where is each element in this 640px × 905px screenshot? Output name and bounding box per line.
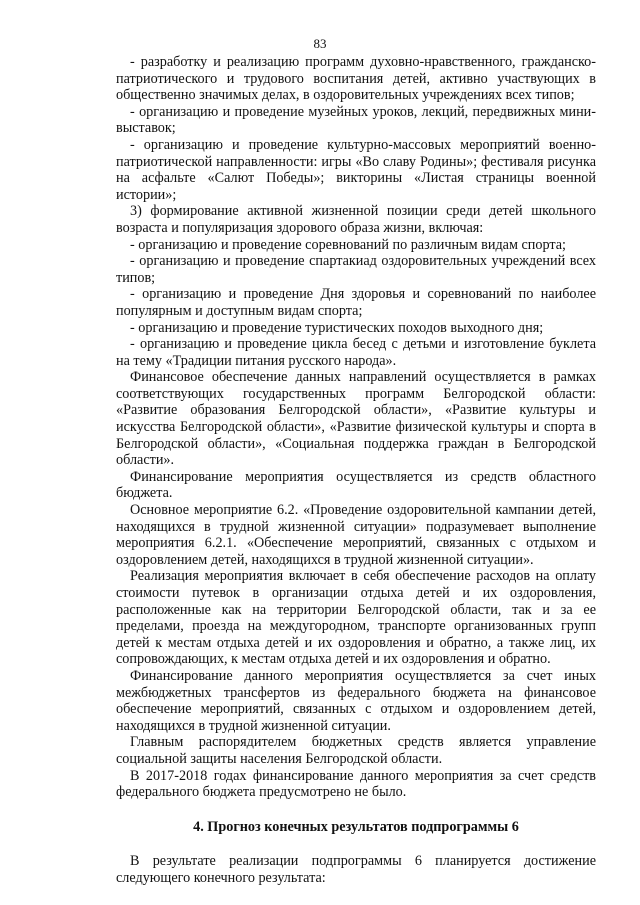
paragraph: Основное мероприятие 6.2. «Проведение оздоровительной кампании детей, находящихся в трудной жизненной ситуации» подразумевает выполнение мероприятия 6.2.1. «Обеспечение мероприятий, связанных с отдыхом и оздоровлением детей, находящихся в трудной жизненной ситуации».: [116, 502, 596, 568]
paragraph: - организацию и проведение культурно-массовых мероприятий военно-патриотической направленности: игры «Во славу Родины»; фестиваля рисунка на асфальте «Салют Победы»; викторины «Листая страницы военной истории»;: [116, 136, 596, 203]
paragraph: - организацию и проведение Дня здоровья и соревнований по наиболее популярным и доступным видам спорта;: [116, 286, 596, 319]
paragraph: - организацию и проведение соревнований по различным видам спорта;: [130, 236, 567, 253]
paragraph: Главным распорядителем бюджетных средств является управление социальной защиты населения Белгородской области.: [116, 734, 596, 767]
paragraph: 3) формирование активной жизненной позиции среди детей школьного возраста и популяризация здорового образа жизни, включая:: [116, 203, 596, 236]
paragraph: Реализация мероприятия включает в себя обеспечение расходов на оплату стоимости путевок в организации отдыха детей и их оздоровления, расположенные как на территории Белгородской области, так и за ее пределами, проезда на междугородном, транспорте организованных групп детей к местам отдыха детей и их оздоровления и обратно, а также лиц, их сопровождающих, к местам отдыха детей и их оздоровления и обратно.: [116, 568, 596, 668]
paragraph: Финансовое обеспечение данных направлений осуществляется в рамках соответствующих государственных программ Белгородской области: «Развитие образования Белгородской области», «Развитие культуры и искусства Белгородской области», «Развитие физической культуры и спорта в Белгородской области», «Социальная поддержка граждан в Белгородской области».: [116, 369, 596, 469]
section-heading: 4. Прогноз конечных результатов подпрограммы 6: [193, 818, 519, 835]
paragraph: - организацию и проведение музейных уроков, лекций, передвижных мини-выставок;: [116, 103, 596, 137]
paragraph: - организацию и проведение туристических походов выходного дня;: [130, 319, 544, 336]
paragraph: Финансирование мероприятия осуществляется из средств областного бюджета.: [116, 468, 596, 502]
paragraph: Финансирование данного мероприятия осуществляется за счет иных межбюджетных трансфертов из федерального бюджета на финансовое обеспечение мероприятий, связанных с отдыхом и оздоровлением детей, находящихся в трудной жизненной ситуации.: [116, 667, 596, 734]
paragraph: В 2017-2018 годах финансирование данного мероприятия за счет средств федерального бюджета предусмотрено не было.: [116, 767, 596, 801]
document-body: [116, 54, 596, 887]
paragraph: - разработку и реализацию программ духовно-нравственного, гражданско-патриотического и трудового воспитания детей, активно участвующих в общественно значимых делах, в оздоровительных учреждениях всех типов;: [116, 54, 596, 104]
paragraph: - организацию и проведение цикла бесед с детьми и изготовление буклета на тему «Традиции питания русского народа».: [116, 336, 596, 369]
paragraph: - организацию и проведение спартакиад оздоровительных учреждений всех типов;: [116, 253, 596, 286]
page-number: 83: [313, 36, 327, 51]
paragraph: В результате реализации подпрограммы 6 планируется достижение следующего конечного результата:: [116, 853, 596, 886]
